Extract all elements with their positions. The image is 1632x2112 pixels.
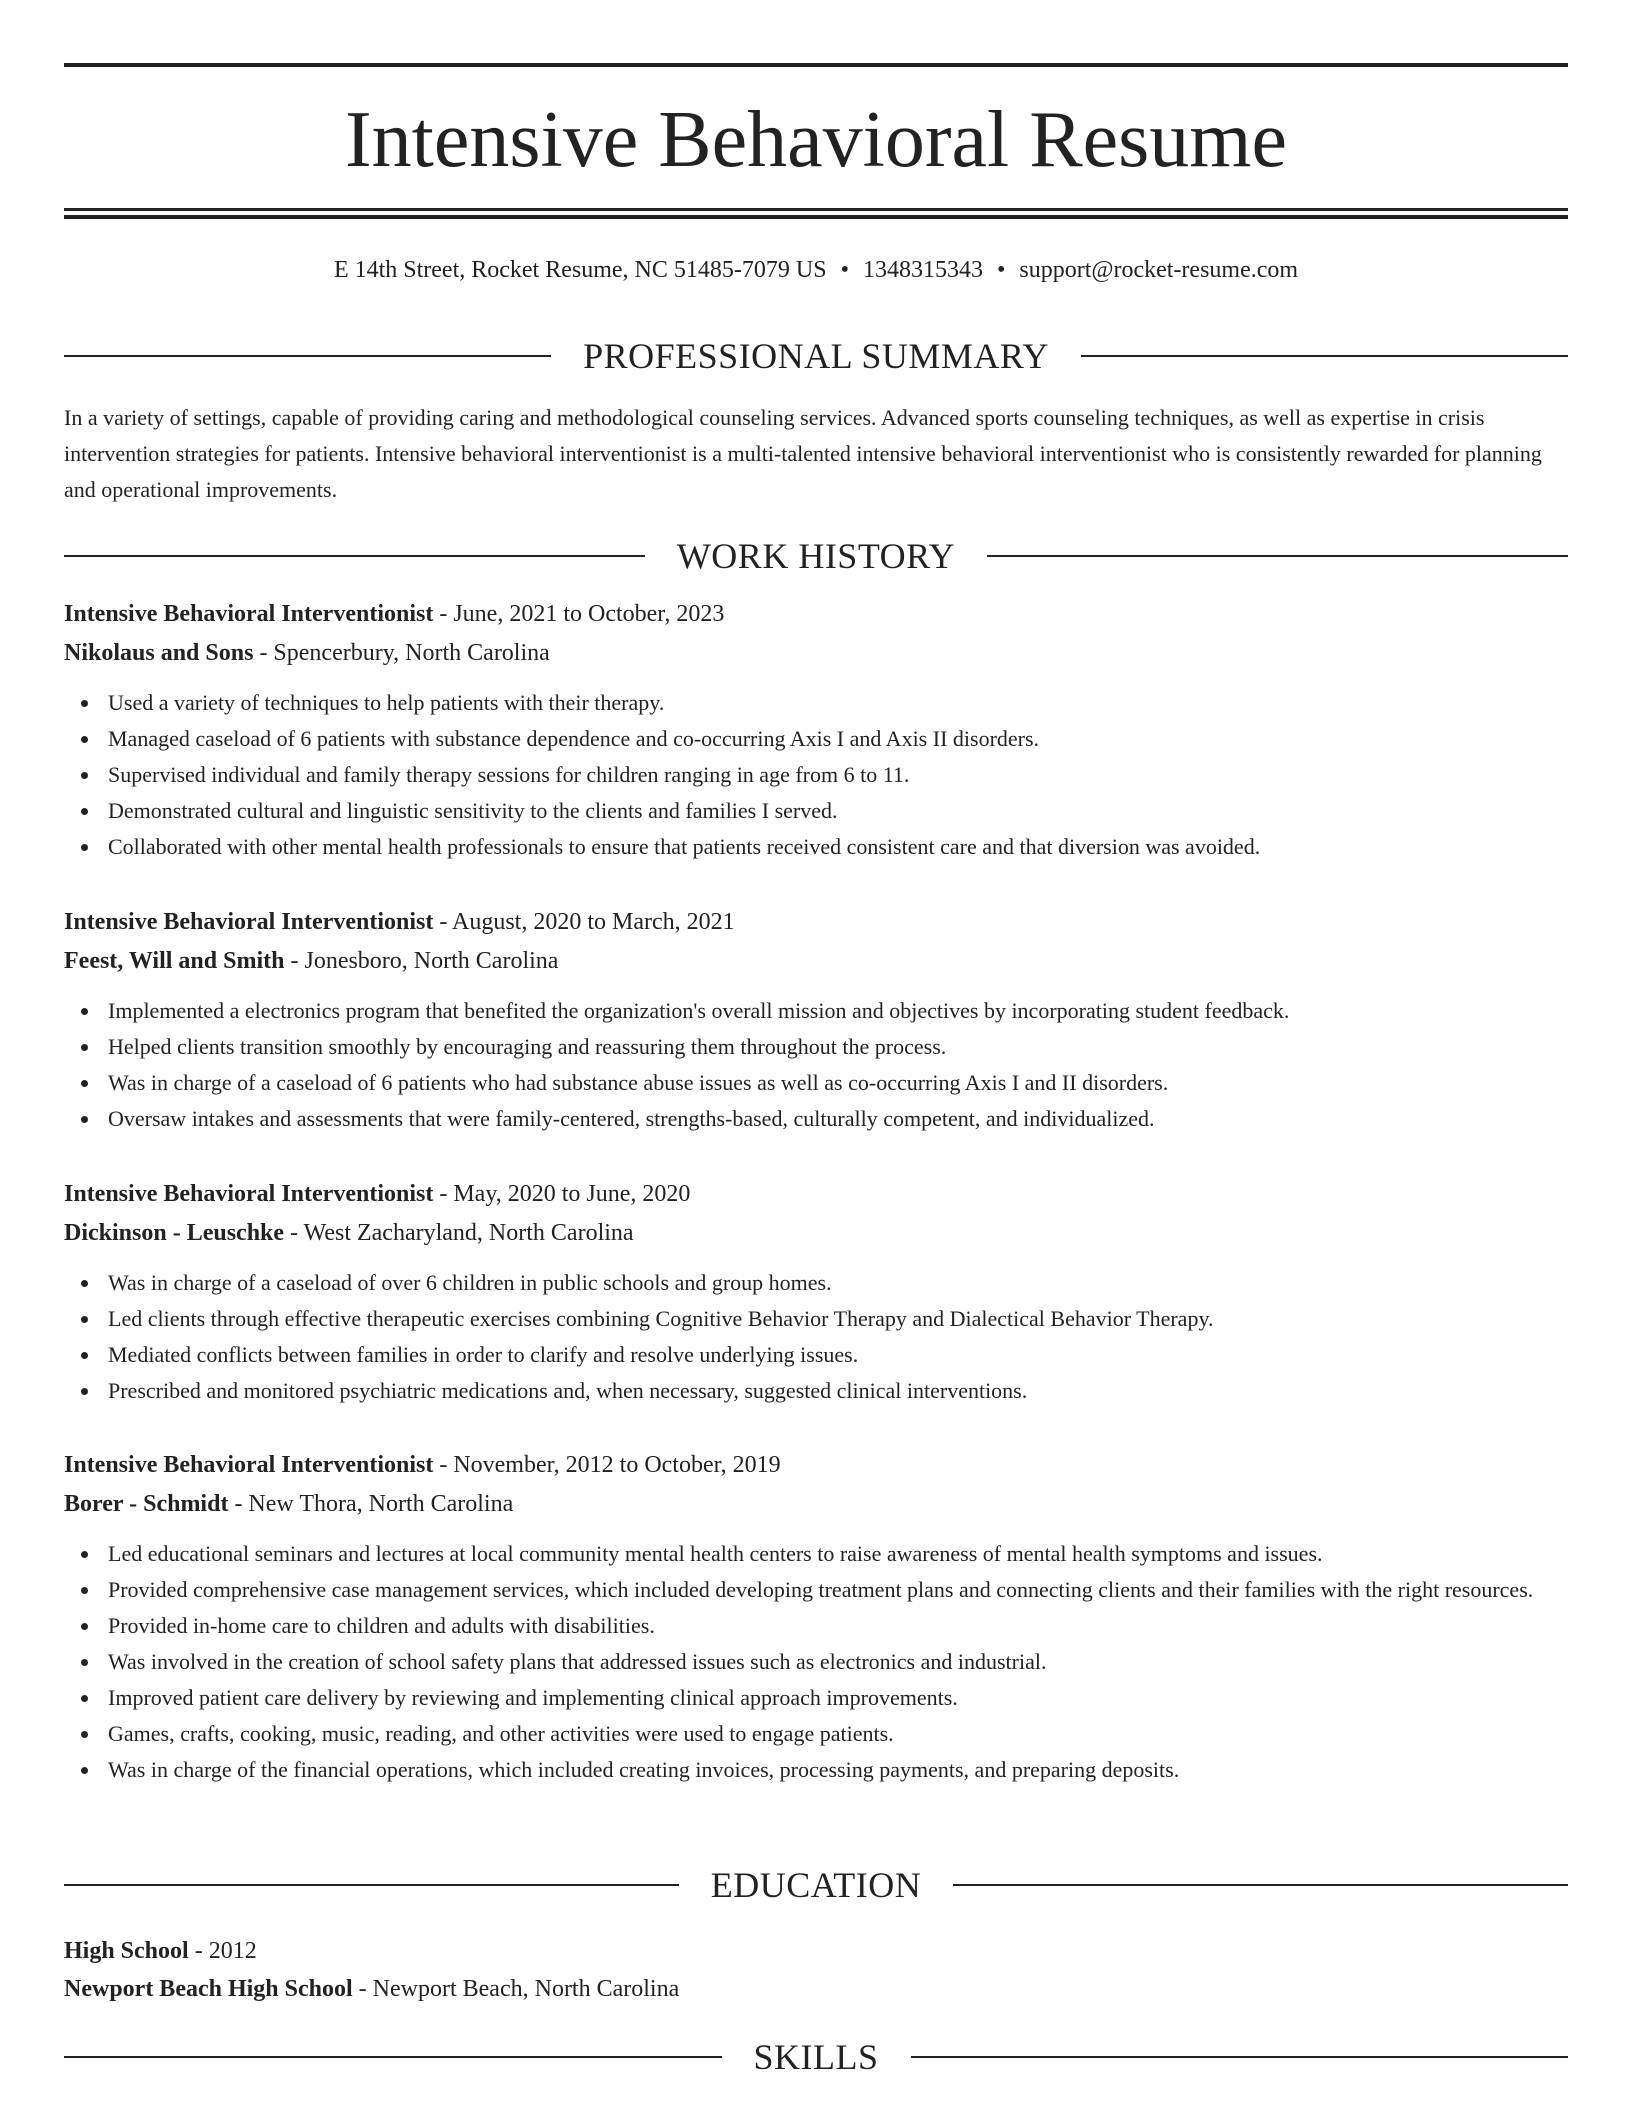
job-location: - Spencerbury, North Carolina <box>253 640 550 666</box>
job-bullet: Provided in-home care to children and adults with disabilities. <box>108 1608 1568 1644</box>
section-rule-right <box>953 1884 1568 1886</box>
contact-separator: • <box>996 257 1006 283</box>
job-title-line <box>64 1175 1568 1214</box>
job-company: Feest, Will and Smith <box>64 948 285 974</box>
section-rule-right <box>911 2056 1569 2058</box>
job-bullet: Was in charge of the financial operations, which included creating invoices, processing payments, and preparing deposits. <box>108 1752 1568 1788</box>
education-year: - 2012 <box>188 1938 257 1964</box>
job-bullets <box>64 1536 1568 1788</box>
education-location: - Newport Beach, North Carolina <box>352 1976 680 2002</box>
job-entry <box>64 1175 1568 1409</box>
job-company-line <box>64 1485 1568 1524</box>
job-title: Intensive Behavioral Interventionist <box>64 1181 434 1207</box>
job-bullet: Provided comprehensive case management services, which included developing treatment plans and connecting clients and their families with the right resources. <box>108 1572 1568 1608</box>
job-company-line <box>64 634 1568 673</box>
section-rule-right <box>987 555 1568 557</box>
section-heading-education <box>64 1863 1568 1907</box>
job-company: Dickinson - Leuschke <box>64 1220 285 1246</box>
section-rule-left <box>64 2056 722 2058</box>
header-double-rule-lower <box>64 215 1568 219</box>
job-dates: - May, 2020 to June, 2020 <box>433 1181 691 1207</box>
job-location: - Jonesboro, North Carolina <box>284 948 559 974</box>
education-degree: High School <box>64 1938 189 1964</box>
header-top-rule <box>64 63 1568 67</box>
job-bullets <box>64 993 1568 1137</box>
section-title: EDUCATION <box>710 1865 922 1905</box>
education-school-line <box>64 1970 1568 2008</box>
job-title-line <box>64 1446 1568 1485</box>
education-school: Newport Beach High School <box>64 1976 353 2002</box>
job-bullet: Oversaw intakes and assessments that were family-centered, strengths-based, culturally competent, and individualized. <box>108 1101 1568 1137</box>
job-bullet: Mediated conflicts between families in order to clarify and resolve underlying issues. <box>108 1337 1568 1373</box>
job-bullet: Improved patient care delivery by reviewing and implementing clinical approach improvements. <box>108 1680 1568 1716</box>
job-location: - West Zacharyland, North Carolina <box>284 1220 634 1246</box>
job-title: Intensive Behavioral Interventionist <box>64 909 434 935</box>
job-bullet: Managed caseload of 6 patients with substance dependence and co-occurring Axis I and Axis II disorders. <box>108 721 1568 757</box>
contact-address: E 14th Street, Rocket Resume, NC 51485-7079 US <box>333 257 827 283</box>
job-bullet: Collaborated with other mental health professionals to ensure that patients received consistent care and that diversion was avoided. <box>108 829 1568 865</box>
job-location: - New Thora, North Carolina <box>228 1491 514 1517</box>
contact-line <box>64 254 1568 286</box>
job-bullet: Was in charge of a caseload of over 6 children in public schools and group homes. <box>108 1265 1568 1301</box>
section-heading-skills <box>64 2035 1568 2079</box>
section-heading-summary <box>64 334 1568 378</box>
contact-separator: • <box>840 257 849 283</box>
summary-text: In a variety of settings, capable of providing caring and methodological counseling services. Advanced sports counseling techniques, as well as expertise in crisis intervention strategies for patients. Intensive behavioral interventionist is a multi-talented intensive behavioral interventionist who is consistently rewarded for planning and operational improvements. <box>64 405 1542 502</box>
job-title-line <box>64 903 1568 942</box>
job-bullets <box>64 685 1568 865</box>
education-entry <box>64 1932 1568 2008</box>
resume-title: Intensive Behavioral Resume <box>345 96 1287 184</box>
job-bullet: Games, crafts, cooking, music, reading, and other activities were used to engage patients. <box>108 1716 1568 1752</box>
job-title: Intensive Behavioral Interventionist <box>64 601 434 627</box>
job-entry <box>64 1446 1568 1788</box>
job-bullet: Helped clients transition smoothly by encouraging and reassuring them throughout the process. <box>108 1029 1568 1065</box>
job-bullets <box>64 1265 1568 1409</box>
job-company: Borer - Schmidt <box>64 1491 229 1517</box>
job-bullet: Was involved in the creation of school safety plans that addressed issues such as electronics and industrial. <box>108 1644 1568 1680</box>
section-heading-work <box>64 534 1568 578</box>
job-dates: - June, 2021 to October, 2023 <box>433 601 725 627</box>
job-company-line <box>64 942 1568 981</box>
section-title: PROFESSIONAL SUMMARY <box>583 336 1049 376</box>
job-company-line <box>64 1214 1568 1253</box>
job-bullet: Demonstrated cultural and linguistic sensitivity to the clients and families I served. <box>108 793 1568 829</box>
job-bullet: Used a variety of techniques to help patients with their therapy. <box>108 685 1568 721</box>
job-entry <box>64 903 1568 1137</box>
section-title: SKILLS <box>753 2037 879 2077</box>
job-dates: - August, 2020 to March, 2021 <box>433 909 735 935</box>
job-bullet: Led educational seminars and lectures at local community mental health centers to raise awareness of mental health symptoms and issues. <box>108 1536 1568 1572</box>
job-bullet: Led clients through effective therapeutic exercises combining Cognitive Behavior Therapy and Dialectical Behavior Therapy. <box>108 1301 1568 1337</box>
contact-email[interactable]: support@rocket-resume.com <box>1019 257 1299 283</box>
section-rule-left <box>64 555 645 557</box>
job-dates: - November, 2012 to October, 2019 <box>433 1452 781 1478</box>
section-rule-right <box>1081 355 1568 357</box>
section-rule-left <box>64 355 551 357</box>
job-bullet: Prescribed and monitored psychiatric medications and, when necessary, suggested clinical interventions. <box>108 1373 1568 1409</box>
section-title: WORK HISTORY <box>676 536 956 576</box>
job-entry <box>64 595 1568 865</box>
header-double-rule-upper <box>64 208 1568 211</box>
job-title-line <box>64 595 1568 634</box>
education-degree-line <box>64 1932 1568 1970</box>
job-bullet: Supervised individual and family therapy sessions for children ranging in age from 6 to 11. <box>108 757 1568 793</box>
job-bullet: Implemented a electronics program that benefited the organization's overall mission and objectives by incorporating student feedback. <box>108 993 1568 1029</box>
job-title: Intensive Behavioral Interventionist <box>64 1452 434 1478</box>
contact-phone: 1348315343 <box>862 257 983 283</box>
job-company: Nikolaus and Sons <box>64 640 254 666</box>
section-rule-left <box>64 1884 679 1886</box>
job-bullet: Was in charge of a caseload of 6 patients who had substance abuse issues as well as co-occurring Axis I and II disorders. <box>108 1065 1568 1101</box>
